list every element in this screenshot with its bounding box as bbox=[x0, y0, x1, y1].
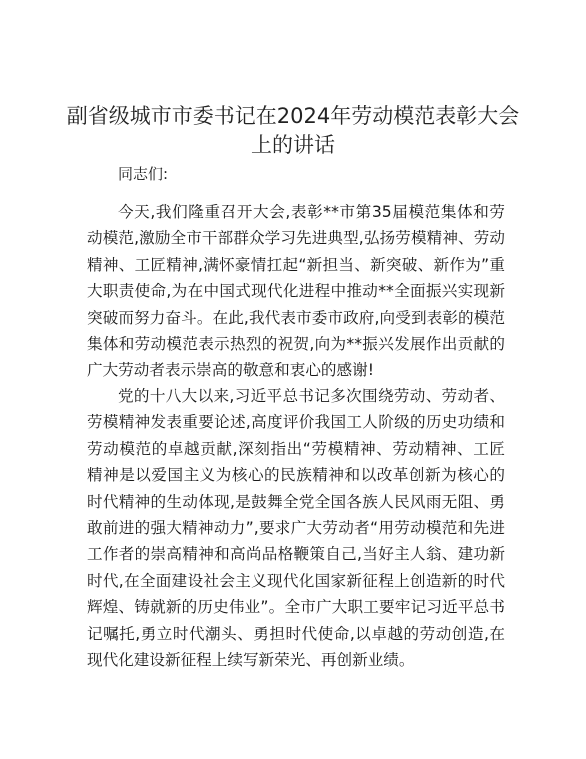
document-title: 副省级城市市委书记在2024年劳动模范表彰大会上的讲话 bbox=[66, 104, 520, 157]
body-paragraph-1: 今天,我们隆重召开大会,表彰**市第35届模范集体和劳动模范,激励全市干部群众学习先进典型,弘扬劳模精神、劳动精神、工匠精神,满怀豪情扛起“新担当、新突破、新作为”重大职责使命,为在中国式现代化进程中推动**全面振兴实现新突破而努力奋斗。在此,我代表市委市政府,向受到表彰的模范集体和劳动模范表示热烈的祝贺,向为**振兴发展作出贡献的广大劳动者表示崇高的敬意和衷心的感谢! bbox=[87, 203, 505, 380]
salutation: 同志们: bbox=[118, 165, 169, 183]
body-paragraph-2: 党的十八大以来,习近平总书记多次围绕劳动、劳动者、劳模精神发表重要论述,高度评价我国工人阶级的历史功绩和劳动模范的卓越贡献,深刻指出“劳模精神、劳动精神、工匠精神是以爱国主义为核心的民族精神和以改革创新为核心的时代精神的生动体现,是鼓舞全党全国各族人民风雨无阻、勇敢前进的强大精神动力”,要求广大劳动者“用劳动模范和先进工作者的崇高精神和高尚品格鞭策自己,当好主人翁、建功新时代,在全面建设社会主义现代化国家新征程上创造新的时代辉煌、铸就新的历史伟业”。全市广大职工要牢记习近平总书记嘱托,勇立时代潮头、勇担时代使命,以卓越的劳动创造,在现代化建设新征程上续写新荣光、再创新业绩。 bbox=[87, 387, 505, 670]
